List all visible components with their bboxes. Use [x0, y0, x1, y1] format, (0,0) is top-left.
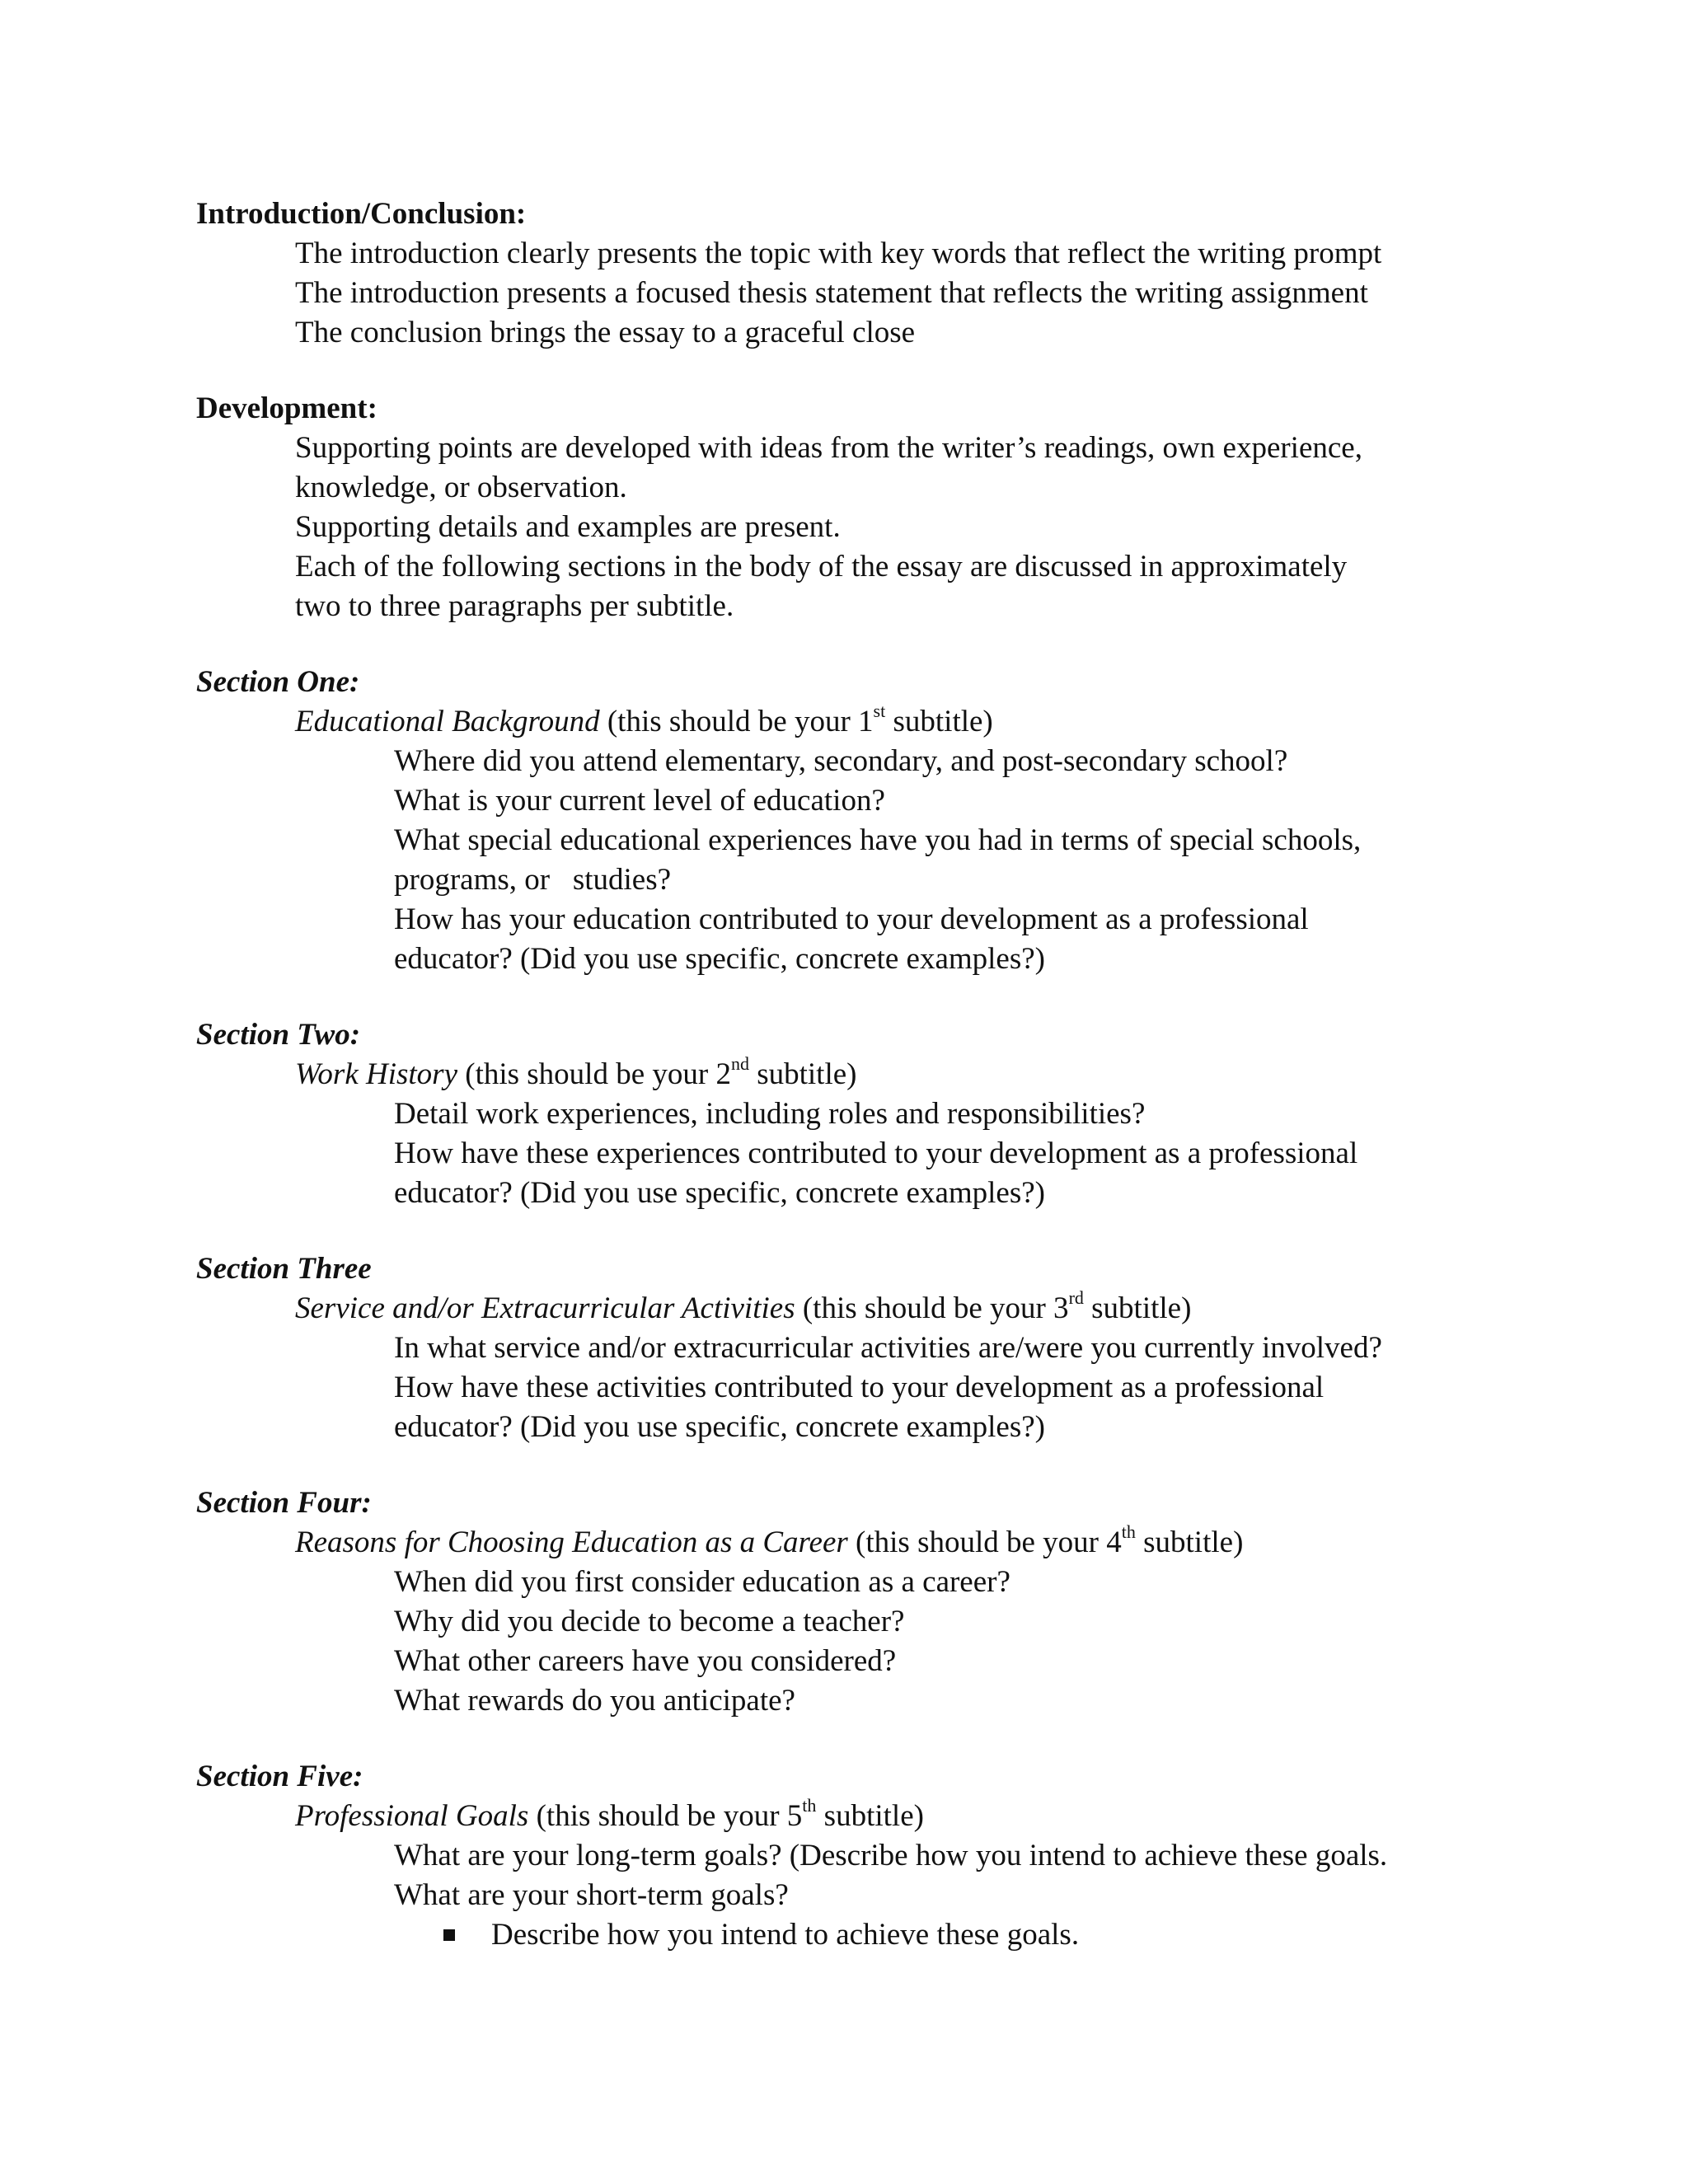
intro-item: The conclusion brings the essay to a graceful close	[295, 316, 916, 349]
subtitle-note: (this should be your 1	[599, 705, 874, 738]
subtitle-note: (this should be your 3	[795, 1291, 1069, 1325]
section-three-subtitle-line	[295, 1286, 1548, 1329]
section-one-question: How has your education contributed to your development as a professional	[394, 902, 1309, 936]
subtitle-note: (this should be your 2	[457, 1057, 731, 1091]
development-item: two to three paragraphs per subtitle.	[295, 589, 734, 623]
section-three-question: In what service and/or extracurricular activities are/were you currently involved?	[394, 1331, 1382, 1365]
section-four-question: What rewards do you anticipate?	[394, 1684, 795, 1718]
subtitle-note-end: subtitle)	[1083, 1291, 1192, 1325]
section-four-question: Why did you decide to become a teacher?	[394, 1605, 905, 1638]
development-item: Supporting points are developed with ideas from the writer’s readings, own experience,	[295, 431, 1362, 465]
subtitle-note-end: subtitle)	[748, 1057, 857, 1091]
section-four-question: What other careers have you considered?	[394, 1644, 897, 1678]
section-three-question: educator? (Did you use specific, concrete examples?)	[394, 1410, 1045, 1444]
section-four-subtitle: Reasons for Choosing Education as a Career	[295, 1526, 848, 1559]
section-one-question: programs, or studies?	[394, 863, 672, 897]
section-four-heading: Section Four:	[196, 1486, 372, 1520]
section-three-subtitle: Service and/or Extracurricular Activities	[295, 1291, 795, 1325]
section-one-question: educator? (Did you use specific, concrete examples?)	[394, 942, 1045, 976]
section-two-heading: Section Two:	[196, 1018, 361, 1052]
ordinal-suffix: th	[1121, 1521, 1136, 1542]
section-five-question: What are your short-term goals?	[394, 1878, 789, 1912]
section-one-question: What is your current level of education?	[394, 784, 885, 818]
section-two-question: educator? (Did you use specific, concrete examples?)	[394, 1176, 1045, 1210]
rubric-document	[196, 194, 1548, 1955]
subtitle-note-end: subtitle)	[816, 1799, 924, 1833]
ordinal-suffix: nd	[730, 1052, 749, 1074]
section-one-question: Where did you attend elementary, secondary, and post-secondary school?	[394, 744, 1288, 778]
intro-heading: Introduction/Conclusion:	[196, 197, 527, 231]
section-five-subtitle: Professional Goals	[295, 1799, 529, 1833]
section-five-question: What are your long-term goals? (Describe how you intend to achieve these goals.	[394, 1839, 1388, 1872]
section-five-heading: Section Five:	[196, 1760, 363, 1793]
section-two-question: How have these experiences contributed to your development as a professional	[394, 1137, 1358, 1170]
subtitle-note-end: subtitle)	[1135, 1526, 1244, 1559]
section-one-subtitle-line	[295, 702, 1548, 742]
bullet-text: Describe how you intend to achieve these goals.	[491, 1918, 1080, 1952]
section-one-subtitle: Educational Background	[295, 705, 600, 738]
section-three-question: How have these activities contributed to your development as a professional	[394, 1371, 1325, 1404]
subtitle-note-end: subtitle)	[885, 705, 993, 738]
ordinal-suffix: th	[802, 1794, 817, 1816]
section-four-subtitle-line	[295, 1523, 1548, 1563]
ordinal-suffix: rd	[1068, 1286, 1084, 1308]
intro-item: The introduction clearly presents the topic with key words that reflect the writing prompt	[295, 237, 1382, 270]
development-item: knowledge, or observation.	[295, 471, 627, 504]
section-three-heading: Section Three	[196, 1252, 372, 1286]
intro-item: The introduction presents a focused thesis statement that reflects the writing assignment	[295, 276, 1368, 310]
section-two-subtitle: Work History	[295, 1057, 457, 1091]
subtitle-note: (this should be your 4	[847, 1526, 1122, 1559]
section-two-question: Detail work experiences, including roles and responsibilities?	[394, 1097, 1146, 1131]
section-one-heading: Section One:	[196, 665, 360, 699]
ordinal-suffix: st	[873, 700, 886, 721]
section-four-question: When did you first consider education as a career?	[394, 1565, 1010, 1599]
section-one-question: What special educational experiences have you had in terms of special schools,	[394, 823, 1362, 857]
development-heading: Development:	[196, 391, 377, 425]
subtitle-note: (this should be your 5	[528, 1799, 803, 1833]
development-item: Each of the following sections in the body of the essay are discussed in approximately	[295, 550, 1348, 583]
section-two-subtitle-line	[295, 1052, 1548, 1094]
square-bullet-icon	[443, 1929, 455, 1941]
development-item: Supporting details and examples are present.	[295, 510, 841, 544]
section-five-subtitle-line	[295, 1794, 1548, 1836]
section-five-bullet-item	[491, 1915, 1548, 1955]
